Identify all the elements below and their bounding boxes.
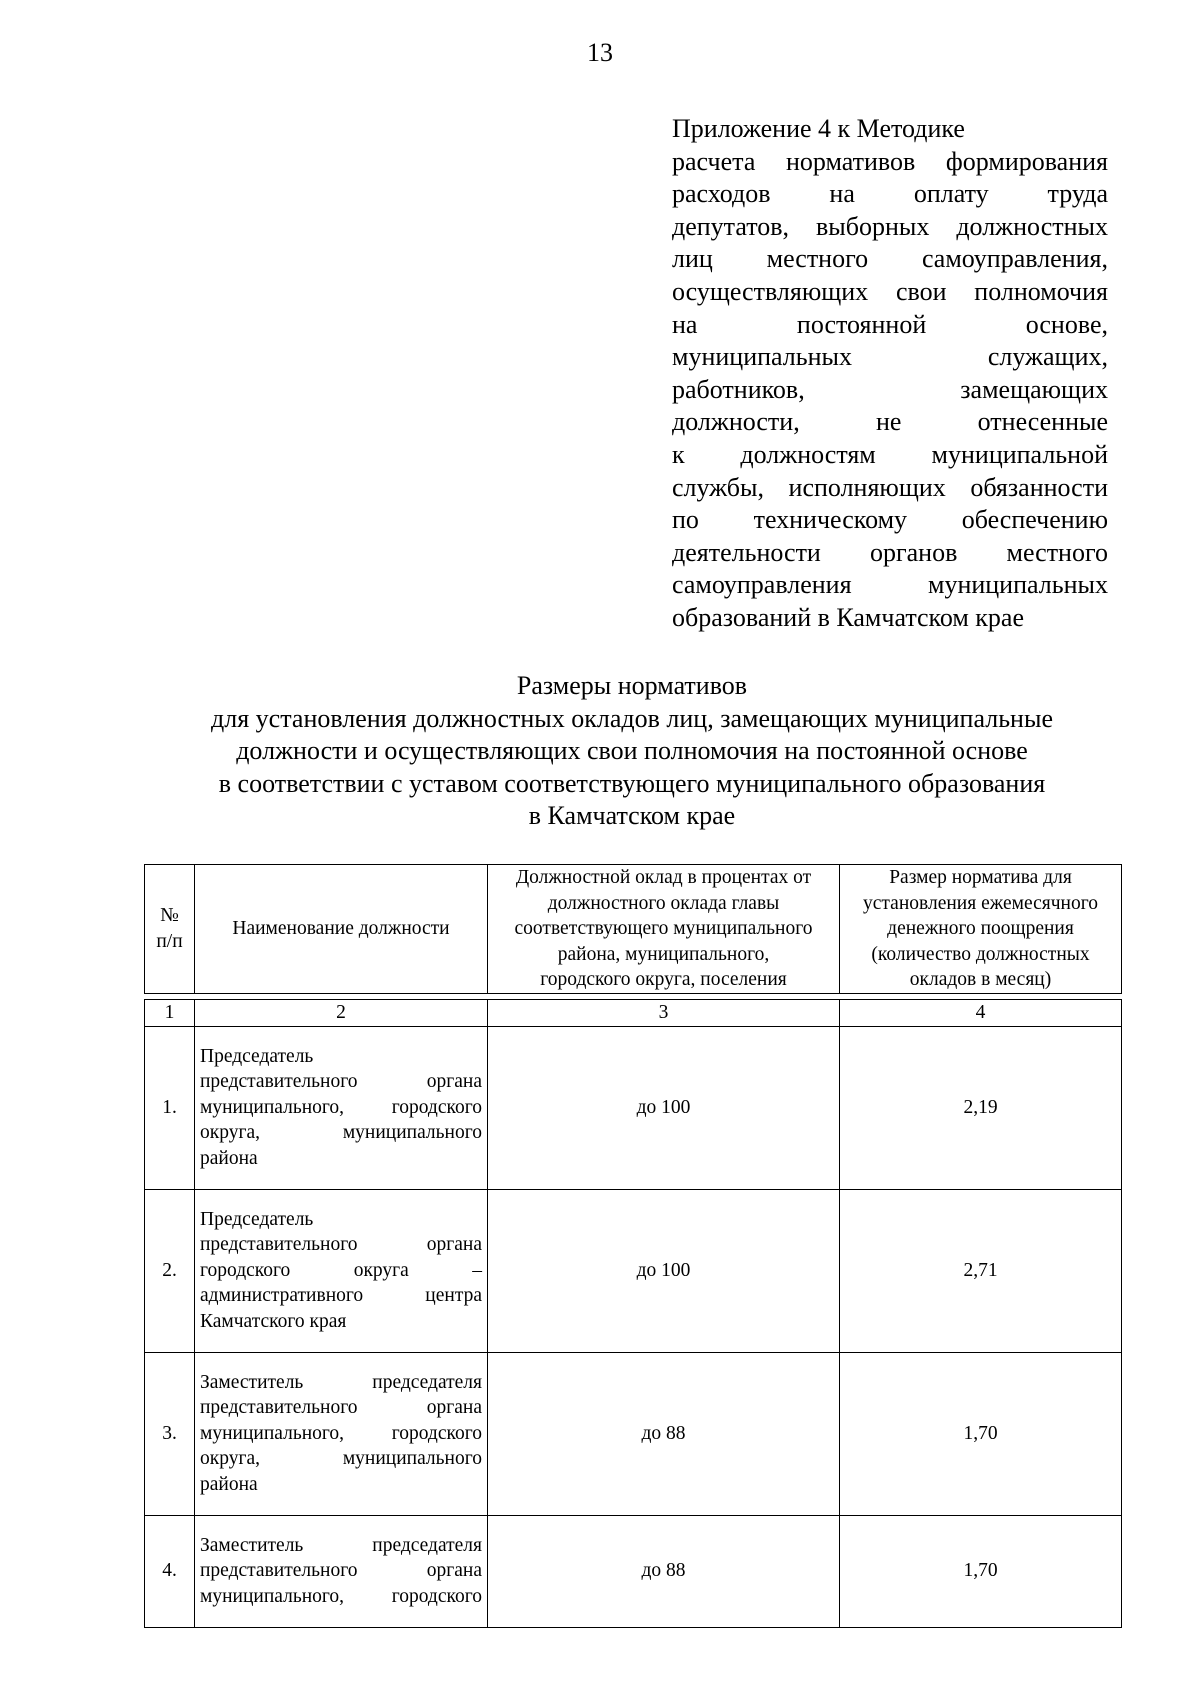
appendix-line: службы, исполняющих обязанности xyxy=(672,472,1108,502)
header-text: денежного поощрения xyxy=(887,918,1074,939)
header-text: № xyxy=(160,905,179,927)
document-title xyxy=(0,670,1200,833)
position-name-line: муниципального, городского xyxy=(200,1585,482,1607)
header-text: района, муниципального, xyxy=(557,943,770,965)
title-line: должности и осуществляющих свои полномочия на постоянной основе xyxy=(236,736,1028,766)
title-line: в соответствии с уставом соответствующего муниципального образования xyxy=(218,768,1046,798)
bonus-norm: 2,19 xyxy=(840,1026,1122,1189)
position-name-line: муниципального, городского xyxy=(200,1096,482,1118)
row-number: 2. xyxy=(145,1189,195,1352)
appendix-line: расчета нормативов формирования xyxy=(672,146,1108,176)
position-name xyxy=(195,1352,488,1515)
salary-percent: до 100 xyxy=(488,1026,840,1189)
appendix-line: на постоянной основе, xyxy=(672,309,1108,339)
page-number: 13 xyxy=(587,38,613,67)
salary-percent: до 88 xyxy=(488,1515,840,1627)
header-text: Размер норматива для xyxy=(889,867,1072,888)
table-row xyxy=(145,1026,1122,1189)
salary-percent: до 88 xyxy=(488,1352,840,1515)
appendix-line: должности, не отнесенные xyxy=(672,407,1108,437)
position-name-line: района xyxy=(200,1147,258,1169)
header-text: соответствующего муниципального xyxy=(514,918,813,939)
appendix-line: Приложение 4 к Методике xyxy=(672,114,965,143)
header-text: (количество должностных xyxy=(871,943,1090,965)
bonus-norm: 2,71 xyxy=(840,1189,1122,1352)
position-name-line: округа, муниципального xyxy=(200,1448,482,1470)
row-number: 1. xyxy=(145,1026,195,1189)
appendix-line: по техническому обеспечению xyxy=(672,505,1108,535)
position-name-line: муниципального, городского xyxy=(200,1422,482,1444)
appendix-line: расходов на оплату труда xyxy=(672,179,1108,209)
position-name-line: округа, муниципального xyxy=(200,1122,482,1144)
position-name xyxy=(195,1026,488,1189)
header-bonus-norm xyxy=(840,865,1122,994)
appendix-line: деятельности органов местного xyxy=(672,537,1108,567)
position-name-line: представительного органа xyxy=(200,1071,482,1093)
table-row xyxy=(145,1352,1122,1515)
column-number: 3 xyxy=(488,999,840,1026)
position-name-line: представительного органа xyxy=(200,1234,482,1256)
header-text: установления ежемесячного xyxy=(863,892,1098,914)
column-number: 1 xyxy=(145,999,195,1026)
appendix-header xyxy=(672,113,1108,635)
title-line: Размеры нормативов xyxy=(516,671,748,700)
position-name-line: Заместитель председателя xyxy=(200,1371,482,1393)
header-text: должностного оклада главы xyxy=(547,892,780,914)
header-number xyxy=(145,865,195,994)
appendix-line: самоуправления муниципальных xyxy=(672,570,1108,600)
position-name-line: представительного органа xyxy=(200,1560,482,1582)
column-number-row xyxy=(145,999,1122,1026)
bonus-norm: 1,70 xyxy=(840,1515,1122,1627)
header-text: окладов в месяц) xyxy=(909,969,1052,990)
position-name-line: Председатель xyxy=(200,1208,314,1230)
title-line: в Камчатском крае xyxy=(528,801,736,831)
bonus-norm: 1,70 xyxy=(840,1352,1122,1515)
row-number: 3. xyxy=(145,1352,195,1515)
appendix-line: лиц местного самоуправления, xyxy=(672,244,1108,274)
table-row xyxy=(145,1515,1122,1627)
position-name xyxy=(195,1189,488,1352)
position-name-line: городского округа – xyxy=(200,1259,482,1281)
table-header-row xyxy=(145,865,1122,994)
header-text: городского округа, поселения xyxy=(540,969,787,990)
salary-percent: до 100 xyxy=(488,1189,840,1352)
row-number: 4. xyxy=(145,1515,195,1627)
table-row xyxy=(145,1189,1122,1352)
appendix-line: осуществляющих свои полномочия xyxy=(672,276,1108,306)
header-salary-percent xyxy=(488,865,840,994)
position-name-line: представительного органа xyxy=(200,1397,482,1419)
position-name xyxy=(195,1515,488,1627)
position-name-line: административного центра xyxy=(200,1285,482,1307)
header-position-name xyxy=(195,865,488,994)
header-text: Должностной оклад в процентах от xyxy=(515,867,812,888)
title-line: для установления должностных окладов лиц, замещающих муниципальные xyxy=(211,703,1053,733)
norms-table xyxy=(144,864,1122,1628)
appendix-line: муниципальных служащих, xyxy=(672,342,1108,372)
header-text: п/п xyxy=(156,930,183,952)
appendix-line: образований в Камчатском крае xyxy=(672,602,1025,632)
position-name-line: Председатель xyxy=(200,1045,314,1067)
appendix-line: к должностям муниципальной xyxy=(672,439,1108,469)
column-number: 4 xyxy=(840,999,1122,1026)
position-name-line: Заместитель председателя xyxy=(200,1534,482,1556)
column-number: 2 xyxy=(195,999,488,1026)
header-text: Наименование должности xyxy=(232,918,450,939)
appendix-line: депутатов, выборных должностных xyxy=(672,211,1108,241)
position-name-line: Камчатского края xyxy=(200,1310,347,1332)
position-name-line: района xyxy=(200,1473,258,1495)
appendix-line: работников, замещающих xyxy=(672,374,1108,404)
